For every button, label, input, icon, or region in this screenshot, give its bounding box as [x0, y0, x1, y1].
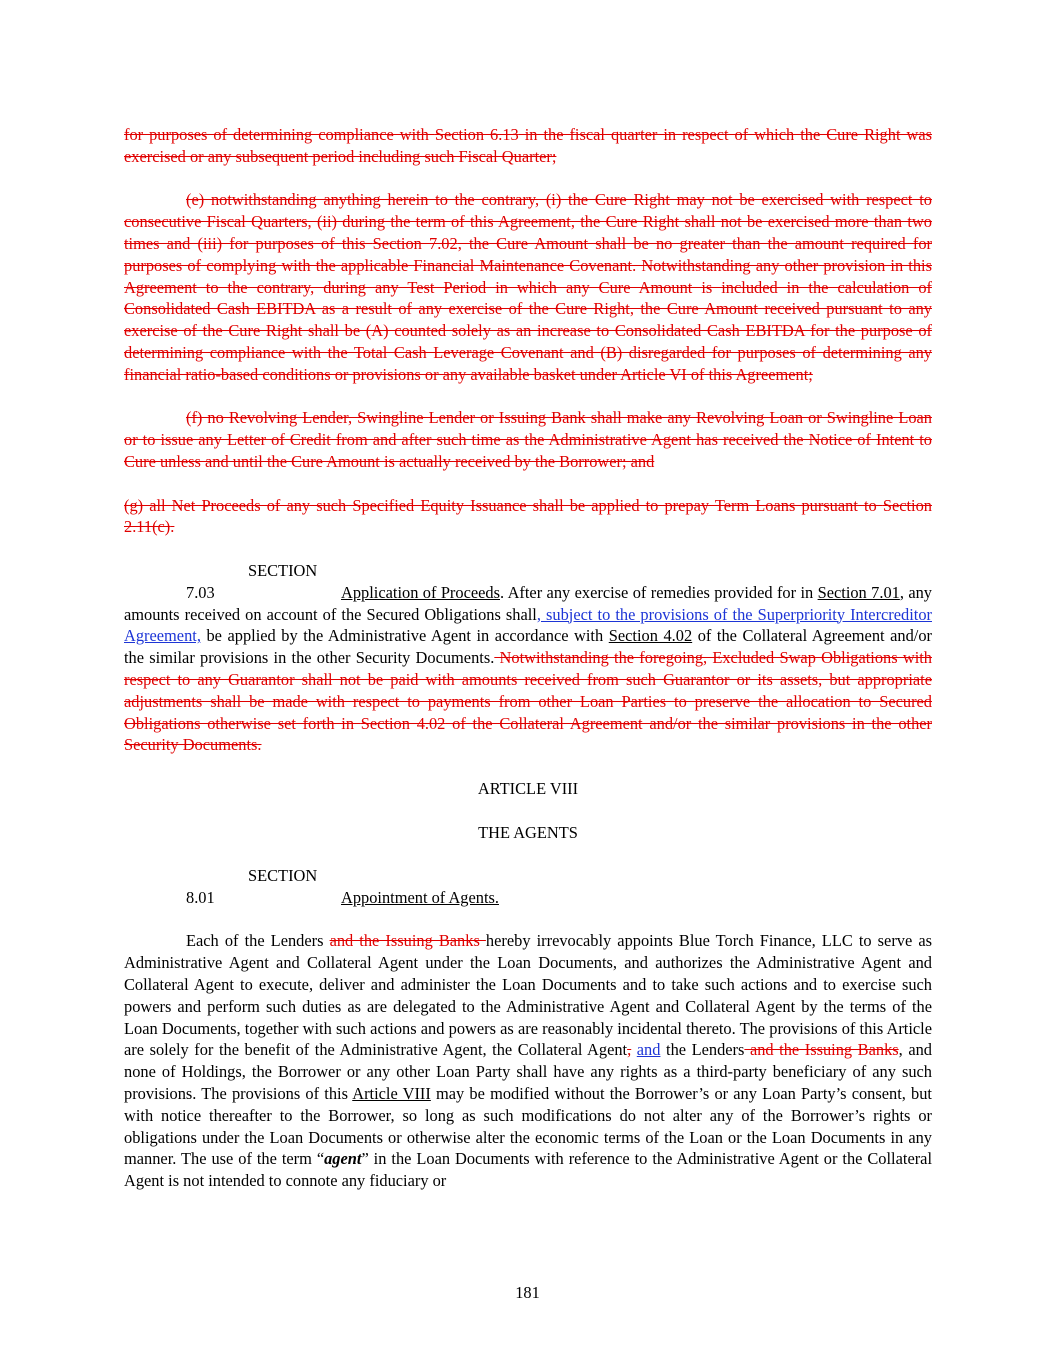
section-title: Appointment of Agents. — [341, 887, 499, 907]
document-page — [124, 124, 932, 1214]
body-text: Each of the Lenders — [186, 931, 330, 951]
body-text: hereby irrevocably appoints Blue Torch Finance, LLC to serve as Administrative Agent and Collateral Agent under the Loan Documents, and authorizes the Administrative Agent and Collateral Agent to execute, deliver and administer the Loan Documents and to take such actions and to exercise such powers and perform such duties as are delegated to the Administrative Agent and Collateral Agent by the terms of the Loan Documents, together with such actions and powers as are reasonably incidental thereto. The provisions of this Article are solely for the benefit of the Administrative Agent, the Collateral Agent — [124, 931, 932, 1060]
section-reference: Section 7.01 — [817, 582, 900, 602]
body-text: . After any exercise of remedies provided for in — [500, 582, 818, 602]
section-7-03-paragraph — [124, 560, 932, 756]
defined-term: agent — [324, 1149, 362, 1169]
section-number: SECTION 7.03 — [186, 560, 318, 602]
deleted-text: and the Issuing Banks — [744, 1040, 899, 1060]
body-text: the Lenders — [660, 1040, 745, 1060]
section-reference: Section 4.02 — [608, 626, 693, 646]
deleted-text: for purposes of determining compliance with — [124, 125, 435, 144]
body-text: be applied by the Administrative Agent in accordance with — [200, 626, 609, 646]
deleted-text: (f) no Revolving Lender, Swingline Lender or Issuing Bank shall make any Revolving Loan or Swingline Loan or to issue any Letter of Credit from and after such time as the Administrative Agent has received the Notice of Intent to Cure unless and until the Cure Amount is actually received by the Borrower; and — [124, 408, 932, 471]
deleted-text: of this Agreement; — [686, 364, 813, 384]
section-number: SECTION 8.01 — [186, 866, 318, 907]
body-text: ” in the Loan Documents with reference to the Administrative Agent or the Collateral Agent is not intended to connote any fiduciary or — [124, 1149, 932, 1191]
deleted-text: of the Collateral Agreement and/or the similar provisions in the other Security Documents. — [124, 713, 933, 755]
section-reference: Section 7.02 — [372, 233, 458, 253]
deleted-text: (g) all Net Proceeds of any such Specified Equity Issuance shall be applied to prepay Term Loans pursuant to — [124, 495, 883, 515]
deleted-text: , the Cure Amount shall be no greater than the amount required for purposes of complying with the applicable Financial Maintenance Covenant. Notwithstanding any other provision in this Agreement to the contrary, during any Test Period in which any Cure Amount is included in the calculation of Consolidated Cash EBITDA as a result of any exercise of the Cure Right, the Cure Amount received pursuant to any exercise of the Cure Right shall be (A) counted solely as an increase to Consolidated Cash EBITDA for the purpose of determining compliance with the Total Cash Leverage Covenant and (B) disregarded for purposes of determining any financial ratio-based conditions or provisions or any available basket under — [124, 233, 932, 384]
inserted-text: , subject to the provisions of the Superpriority Intercreditor Agreement, — [124, 604, 932, 646]
cure-right-continuation-paragraph — [124, 124, 932, 168]
section-8-01-paragraph — [124, 930, 932, 1192]
section-reference: Section 6.13 — [434, 125, 519, 144]
deleted-text: and the Issuing Banks — [329, 931, 486, 951]
body-text: , and none of Holdings, the Borrower or any other Loan Party shall have any rights as a third-party beneficiary of any such provisions. The provisions of this — [124, 1040, 932, 1104]
deleted-text: . — [170, 517, 175, 537]
page-number: 181 — [515, 1283, 540, 1302]
deleted-text: , — [627, 1040, 632, 1060]
deleted-text: (e) notwithstanding anything herein to the contrary, (i) the Cure Right may not be exercised with respect to consecutive Fiscal Quarters, (ii) during the term of this Agreement, the Cure Right shall not be exercised more than two times and (iii) for purposes of this — [124, 190, 932, 253]
deleted-text: in the fiscal quarter in respect of which the Cure Right was exercised or any subsequent period including such Fiscal Quarter; — [124, 125, 932, 166]
body-text: may be modified without the Borrower’s or any Loan Party’s consent, but with notice thereafter to the Borrower, so long as such modifications do not alter any of the Borrower’s rights or obligations under the Loan Documents or otherwise alter the economic terms of the Loan or the Loan Documents in any manner. The use of the term “ — [124, 1084, 932, 1169]
body-text: , any amounts received on account of the Secured Obligations shall — [124, 582, 932, 624]
clause-f-paragraph — [124, 407, 932, 472]
clause-e-paragraph — [124, 189, 932, 385]
section-8-01-heading — [124, 865, 932, 909]
article-reference: Article VI — [620, 364, 687, 384]
section-title: Application of Proceeds — [341, 582, 500, 602]
section-reference: Section 4.02 — [360, 713, 446, 733]
body-text: of the Collateral Agreement and/or the similar provisions in the other Security Documents. — [124, 626, 933, 668]
clause-g-paragraph — [124, 495, 932, 539]
section-reference: Section 2.11(c) — [124, 495, 932, 537]
article-title: THE AGENTS — [478, 822, 578, 842]
deleted-text: Notwithstanding the foregoing, Excluded Swap Obligations with respect to any Guarantor shall not be paid with amounts received from such Guarantor or its assets, but appropriate adjustments shall be made with respect to payments from other Loan Parties to preserve the allocation to Secured Obligations otherwise set forth in — [124, 648, 932, 733]
article-reference: Article VIII — [352, 1084, 431, 1104]
article-heading: ARTICLE VIII — [477, 778, 579, 798]
inserted-text: and — [636, 1040, 661, 1060]
